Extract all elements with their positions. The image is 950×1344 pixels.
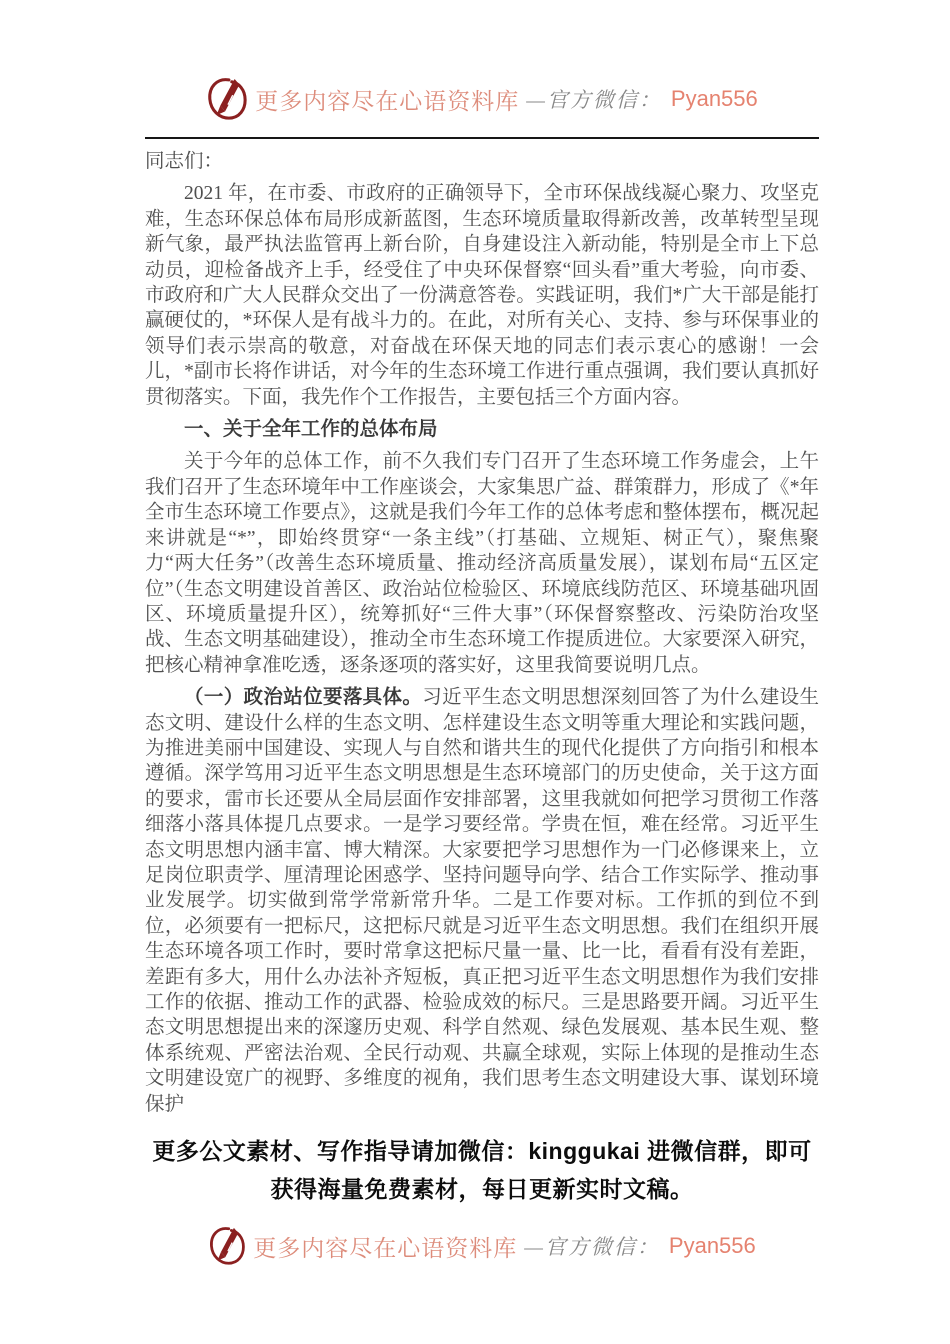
page-content — [145, 0, 819, 1267]
pen-swirl-logo-icon — [208, 1225, 246, 1267]
brand-header — [145, 76, 819, 122]
section-heading-1: 一、关于全年工作的总体布局 — [184, 419, 438, 441]
document-body — [145, 149, 819, 1117]
overview-paragraph: 关于今年的总体工作，前不久我们专门召开了生态环境工作务虚会，上午我们召开了生态环境年中工作座谈会，大家集思广益、群策群力，形成了《*年全市生态环境工作要点》，这就是我们今年工作的总体考虑和整体摆布，概况起来讲就是“*”，即始终贯穿“一条主线”（打基础、立规矩、树正气），聚焦聚力“两大任务”（改善生态环境质量、推动经济高质量发展），谋划布局“五区定位”（生态文明建设首善区、政治站位检验区、环境底线防范区、环境基础巩固区、环境质量提升区），统筹抓好“三件大事”（环保督察整改、污染防治攻坚战、生态文明基础建设），推动全市生态环境工作提质进位。大家要深入研究，把核心精神拿准吃透，逐条逐项的落实好，这里我简要说明几点。 — [145, 451, 819, 676]
promo-banner-line-1: 更多公文素材、写作指导请加微信：kinggukai 进微信群，即可 — [152, 1138, 812, 1165]
intro-paragraph: 2021 年，在市委、市政府的正确领导下，全市环保战线凝心聚力、攻坚克难，生态环保总体布局形成新蓝图，生态环境质量取得新改善，改革转型呈现新气象，最严执法监管再上新台阶，自身建设注入新动能，特别是全市上下总动员，迎检备战齐上手，经受住了中央环保督察“回头看”重大考验，向市委、市政府和广大人民群众交出了一份满意答卷。实践证明，我们*广大干部是能打赢硬仗的，*环保人是有战斗力的。在此，对所有关心、支持、参与环保事业的领导们表示崇高的敬意，对奋战在环保天地的同志们表示衷心的感谢！一会儿，*副市长将作讲话，对今年的生态环境工作进行重点强调，我们要认真抓好贯彻落实。下面，我先作个工作报告，主要包括三个方面内容。 — [145, 183, 819, 408]
promo-banner-line-2: 获得海量免费素材，每日更新实时文稿。 — [270, 1176, 694, 1203]
brand-footer — [145, 1225, 819, 1267]
pen-swirl-logo-icon — [206, 76, 248, 122]
brand-wechat-id: Pyan556 — [670, 86, 758, 111]
subsection-1-lead: （一）政治站位要落具体。 — [184, 687, 423, 709]
header-divider — [145, 137, 819, 139]
subsection-1-text: 习近平生态文明思想深刻回答了为什么建设生态文明、建设什么样的生态文明、怎样建设生态文明等重大理论和实践问题，为推进美丽中国建设、实现人与自然和谐共生的现代化提供了方向指引和根本遵循。深学笃用习近平生态文明思想是生态环境部门的历史使命，关于这方面的要求，雷市长还要从全局层面作安排部署，这里我就如何把学习贯彻工作落细落小落具体提几点要求。一是学习要经常。学贵在恒，难在经常。习近平生态文明思想内涵丰富、博大精深。大家要把学习思想作为一门必修课来上，立足岗位职责学、厘清理论困惑学、坚持问题导向学、结合工作实际学、推动事业发展学。切实做到常学常新常升华。二是工作要对标。工作抓的到位不到位，必须要有一把标尺，这把标尺就是习近平生态文明思想。我们在组织开展生态环境各项工作时，要时常拿这把标尺量一量、比一比，看看有没有差距，差距有多大，用什么办法补齐短板，真正把习近平生态文明思想作为我们安排工作的依据、推动工作的武器、检验成效的标尺。三是思路要开阔。习近平生态文明思想提出来的深邃历史观、科学自然观、绿色发展观、基本民生观、整体系统观、严密法治观、全民行动观、共赢全球观，实际上体现的是推动生态文明建设宽广的视野、多维度的视角，我们思考生态文明建设大事、谋划环境保护 — [145, 687, 819, 1115]
promo-banner — [145, 1132, 819, 1208]
brand-wechat-label: —官方微信： — [524, 1235, 660, 1260]
brand-wechat-label: —官方微信： — [526, 88, 662, 112]
brand-wechat-id: Pyan556 — [668, 1233, 756, 1259]
salutation: 同志们： — [145, 151, 224, 172]
brand-tagline: 更多内容尽在心语资料库 — [253, 1235, 518, 1261]
subsection-1-paragraph — [145, 685, 819, 1117]
brand-tagline: 更多内容尽在心语资料库 — [255, 88, 520, 114]
